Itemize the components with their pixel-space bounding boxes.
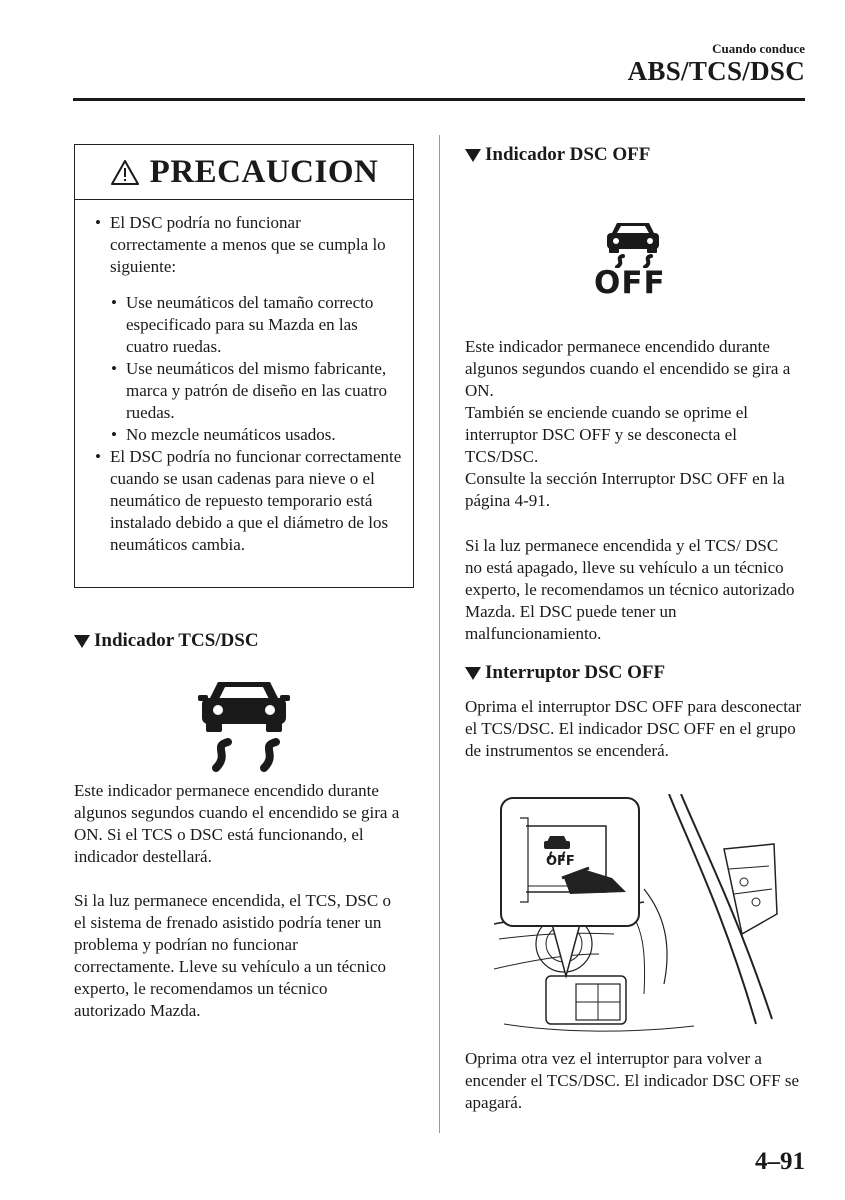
dsc-off-switch-paragraph-2: Oprima otra vez el interruptor para volver a encender el TCS/DSC. El indicador DSC OFF se apagará. [465, 1049, 799, 1112]
section-triangle-icon [74, 635, 90, 648]
caution-subbullet-2: • Use neumáticos del mismo fabricante, marca y patrón de diseño en las cuatro ruedas. [111, 359, 388, 422]
dsc-off-switch-heading-text: Interruptor DSC OFF [485, 662, 666, 683]
dsc-off-car-icon [604, 220, 662, 268]
dsc-off-paragraph-3: Consulte la sección Interruptor DSC OFF en la página 4-91. [465, 469, 785, 510]
dsc-off-indicator-heading [465, 144, 650, 166]
caution-bullet-1: • El DSC podría no funcionar correctamente a menos que se cumpla lo siguiente: [95, 213, 386, 276]
caution-subbullet-1: • Use neumáticos del tamaño correcto especificado para su Mazda en las cuatro ruedas. [111, 293, 374, 356]
dashboard-illustration [494, 794, 782, 1044]
skid-car-icon [198, 676, 290, 774]
dsc-off-icon [592, 220, 682, 300]
tcs-paragraph-2: Si la luz permanece encendida, el TCS, DSC o el sistema de frenado asistido podría tener un problema y podrían no funcionar correctamente. Lleve su vehículo a un técnico experto, le recomendamos un técnico autorizado Mazda. [74, 891, 391, 1020]
page-number: 4–91 [755, 1148, 805, 1175]
dsc-off-paragraph-2: También se enciende cuando se oprime el interruptor DSC OFF y se desconecta el TCS/DSC. [465, 403, 748, 466]
caution-subbullet-1-text: Use neumáticos del tamaño correcto especificado para su Mazda en las cuatro ruedas. [126, 293, 374, 356]
dsc-off-paragraph-1: Este indicador permanece encendido durante algunos segundos cuando el encendido se gira a ON. [465, 337, 791, 400]
caution-header [75, 145, 413, 200]
header-rule [73, 98, 805, 101]
dsc-off-icon-text: OFF [594, 265, 666, 301]
dsc-off-indicator-heading-text: Indicador DSC OFF [485, 144, 651, 165]
caution-box [74, 144, 414, 588]
caution-title: PRECAUCION [149, 153, 379, 190]
column-divider [439, 135, 440, 1133]
dsc-off-switch-illustration [494, 794, 782, 1044]
dsc-off-switch-paragraph-1: Oprima el interruptor DSC OFF para desconectar el TCS/DSC. El indicador DSC OFF en el grupo de instrumentos se encenderá. [465, 697, 802, 760]
tcs-paragraph-1: Este indicador permanece encendido durante algunos segundos cuando el encendido se gira a ON. Si el TCS o DSC está funcionando, el indicador destellará. [74, 781, 400, 866]
caution-subbullet-3-text: No mezcle neumáticos usados. [126, 425, 336, 444]
caution-bullet-1-text: El DSC podría no funcionar correctamente a menos que se cumpla lo siguiente: [110, 213, 386, 276]
warning-triangle-icon [110, 159, 140, 186]
dsc-off-paragraph-4: Si la luz permanece encendida y el TCS/ DSC no está apagado, lleve su vehículo a un técnico experto, le recomendamos un técnico autorizado Mazda. El DSC puede tener un malfuncionamiento. [465, 536, 795, 643]
section-triangle-icon [465, 149, 481, 162]
page-title: ABS/TCS/DSC [627, 56, 805, 86]
caution-subbullet-3: • No mezcle neumáticos usados. [111, 425, 336, 444]
caution-bullet-2-text: El DSC podría no funcionar correctamente cuando se usan cadenas para nieve o el neumático de repuesto temporario está instalado debido a que el diámetro de los neumáticos cambia. [110, 447, 402, 554]
header-section-label: Cuando conduce [712, 41, 805, 56]
illustration-off-label: OFF [546, 854, 575, 869]
tcs-heading-text: Indicador TCS/DSC [94, 630, 259, 651]
dsc-off-switch-heading [465, 662, 665, 684]
caution-bullet-2: • El DSC podría no funcionar correctamente cuando se usan cadenas para nieve o el neumático de repuesto temporario está instalado debido a que el diámetro de los neumáticos cambia. [95, 447, 402, 554]
tcs-heading [74, 630, 259, 652]
section-triangle-icon [465, 667, 481, 680]
caution-subbullet-2-text: Use neumáticos del mismo fabricante, marca y patrón de diseño en las cuatro ruedas. [126, 359, 388, 422]
